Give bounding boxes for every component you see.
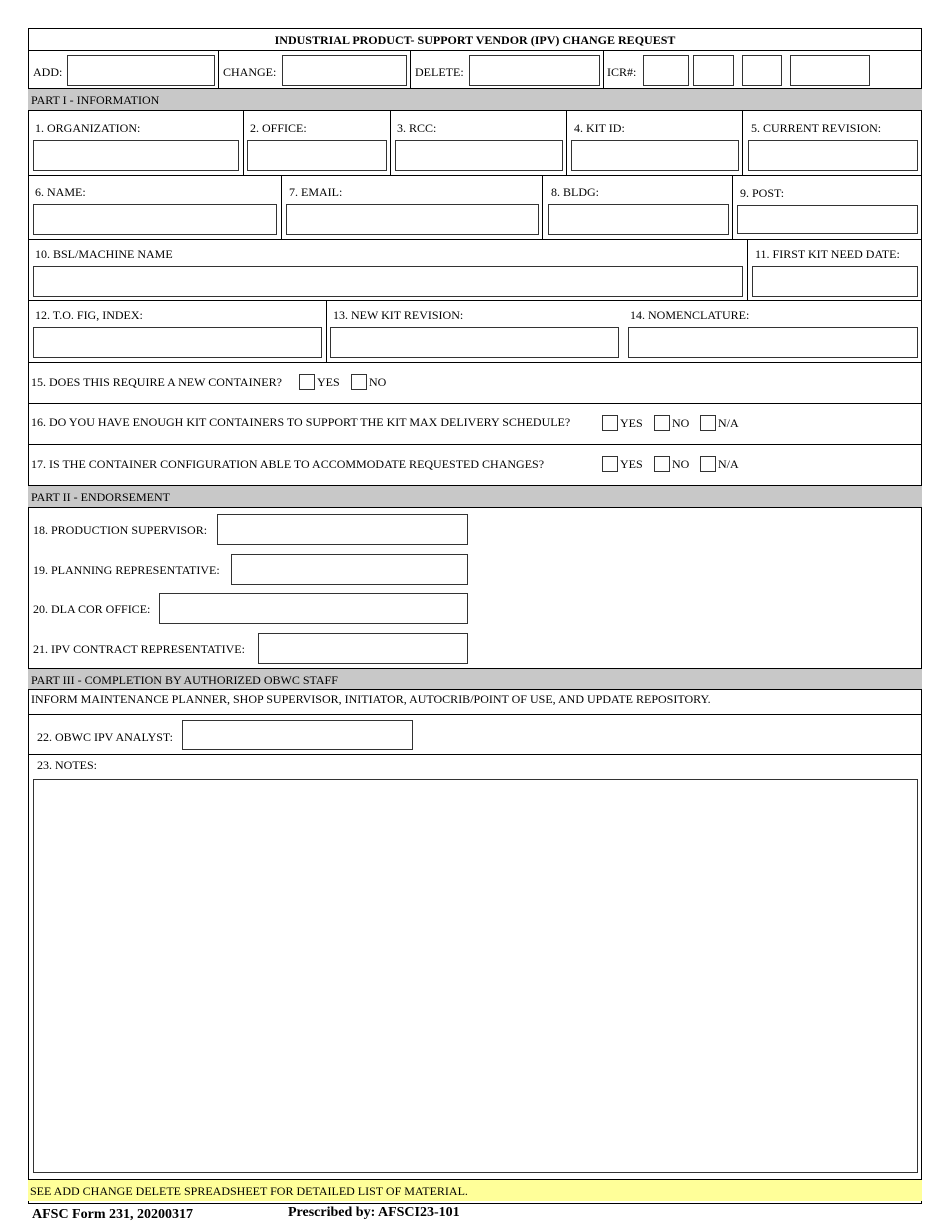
divider	[28, 362, 922, 363]
divider	[326, 300, 327, 362]
nomenclature-field[interactable]	[628, 327, 918, 358]
q15-label: 15. DOES THIS REQUIRE A NEW CONTAINER?	[31, 375, 282, 389]
icr-label: ICR#:	[607, 65, 637, 79]
divider	[28, 50, 922, 51]
rcc-field[interactable]	[395, 140, 563, 171]
part2-header	[28, 485, 922, 508]
divider	[747, 239, 748, 301]
delete-field[interactable]	[469, 55, 600, 86]
q17-no-label: NO	[672, 457, 690, 471]
prescribed-by: Prescribed by: AFSCI23-101	[288, 1205, 460, 1220]
office-label: 2. OFFICE:	[250, 121, 307, 135]
bsl-machine-label: 10. BSL/MACHINE NAME	[35, 247, 173, 261]
q15-no-checkbox[interactable]	[351, 374, 367, 390]
change-field[interactable]	[282, 55, 407, 86]
divider	[28, 239, 922, 240]
footer-note-text: SEE ADD CHANGE DELETE SPREADSHEET FOR DETAILED LIST OF MATERIAL.	[30, 1184, 468, 1198]
divider	[28, 175, 922, 176]
q16-no-label: NO	[672, 416, 690, 430]
footer-note	[28, 1179, 922, 1201]
kit-id-label: 4. KIT ID:	[574, 121, 625, 135]
q17-na-label: N/A	[718, 457, 739, 471]
icr-field-3[interactable]	[742, 55, 782, 86]
divider	[542, 175, 543, 239]
q17-no-checkbox[interactable]	[654, 456, 670, 472]
ipv-contract-rep-label: 21. IPV CONTRACT REPRESENTATIVE:	[33, 642, 245, 656]
rcc-label: 3. RCC:	[397, 121, 437, 135]
post-label: 9. POST:	[740, 186, 785, 200]
q17-na-checkbox[interactable]	[700, 456, 716, 472]
analyst-label: 22. OBWC IPV ANALYST:	[37, 730, 173, 744]
dla-cor-field[interactable]	[159, 593, 468, 624]
post-field[interactable]	[737, 205, 918, 234]
form-id: AFSC Form 231, 20200317	[32, 1207, 193, 1222]
divider	[732, 175, 733, 239]
q16-yes-label: YES	[620, 416, 643, 430]
divider	[243, 111, 244, 175]
production-supervisor-field[interactable]	[217, 514, 468, 545]
bldg-label: 8. BLDG:	[551, 185, 599, 199]
first-kit-need-label: 11. FIRST KIT NEED DATE:	[755, 247, 900, 261]
current-revision-field[interactable]	[748, 140, 918, 171]
icr-field-4[interactable]	[790, 55, 870, 86]
planning-rep-label: 19. PLANNING REPRESENTATIVE:	[33, 563, 220, 577]
new-kit-revision-label: 13. NEW KIT REVISION:	[333, 308, 464, 322]
q17-yes-checkbox[interactable]	[602, 456, 618, 472]
first-kit-need-field[interactable]	[752, 266, 918, 297]
organization-field[interactable]	[33, 140, 239, 171]
q16-yes-checkbox[interactable]	[602, 415, 618, 431]
divider	[28, 754, 922, 755]
q15-yes-label: YES	[317, 375, 340, 389]
divider	[28, 403, 922, 404]
dla-cor-label: 20. DLA COR OFFICE:	[33, 602, 151, 616]
delete-label: DELETE:	[415, 65, 464, 79]
divider	[742, 111, 743, 175]
divider	[603, 50, 604, 88]
divider	[566, 111, 567, 175]
icr-field-1[interactable]	[643, 55, 689, 86]
form-title: INDUSTRIAL PRODUCT- SUPPORT VENDOR (IPV) CHANGE REQUEST	[274, 33, 676, 47]
q17-yes-label: YES	[620, 457, 643, 471]
q16-no-checkbox[interactable]	[654, 415, 670, 431]
organization-label: 1. ORGANIZATION:	[35, 121, 141, 135]
new-kit-revision-field[interactable]	[330, 327, 619, 358]
divider	[390, 111, 391, 175]
part3-header-text: PART III - COMPLETION BY AUTHORIZED OBWC STAFF	[31, 673, 338, 687]
name-label: 6. NAME:	[35, 185, 86, 199]
current-revision-label: 5. CURRENT REVISION:	[751, 121, 882, 135]
notes-label: 23. NOTES:	[37, 758, 97, 772]
q15-no-label: NO	[369, 375, 387, 389]
add-label: ADD:	[33, 65, 63, 79]
icr-field-2[interactable]	[693, 55, 734, 86]
kit-id-field[interactable]	[571, 140, 739, 171]
q16-na-checkbox[interactable]	[700, 415, 716, 431]
part1-header-text: PART I - INFORMATION	[31, 93, 160, 107]
divider	[28, 300, 922, 301]
divider	[281, 175, 282, 239]
inform-text: INFORM MAINTENANCE PLANNER, SHOP SUPERVISOR, INITIATOR, AUTOCRIB/POINT OF USE, AND UPDATE REPOSITORY.	[31, 692, 711, 706]
ipv-contract-rep-field[interactable]	[258, 633, 468, 664]
name-field[interactable]	[33, 204, 277, 235]
change-label: CHANGE:	[223, 65, 277, 79]
to-fig-label: 12. T.O. FIG, INDEX:	[35, 308, 143, 322]
email-field[interactable]	[286, 204, 539, 235]
q15-yes-checkbox[interactable]	[299, 374, 315, 390]
part1-header	[28, 88, 922, 111]
divider	[28, 714, 922, 715]
planning-rep-field[interactable]	[231, 554, 468, 585]
production-supervisor-label: 18. PRODUCTION SUPERVISOR:	[33, 523, 208, 537]
analyst-field[interactable]	[182, 720, 413, 750]
bsl-machine-field[interactable]	[33, 266, 743, 297]
divider	[218, 50, 219, 88]
office-field[interactable]	[247, 140, 387, 171]
email-label: 7. EMAIL:	[289, 185, 343, 199]
divider	[410, 50, 411, 88]
bldg-field[interactable]	[548, 204, 729, 235]
q16-na-label: N/A	[718, 416, 739, 430]
notes-field[interactable]	[33, 779, 918, 1173]
to-fig-field[interactable]	[33, 327, 322, 358]
q16-label: 16. DO YOU HAVE ENOUGH KIT CONTAINERS TO SUPPORT THE KIT MAX DELIVERY SCHEDULE?	[31, 415, 571, 429]
divider	[28, 444, 922, 445]
add-field[interactable]	[67, 55, 215, 86]
part3-header	[28, 668, 922, 690]
q17-label: 17. IS THE CONTAINER CONFIGURATION ABLE TO ACCOMMODATE REQUESTED CHANGES?	[31, 457, 545, 471]
part2-header-text: PART II - ENDORSEMENT	[31, 490, 170, 504]
nomenclature-label: 14. NOMENCLATURE:	[630, 308, 750, 322]
